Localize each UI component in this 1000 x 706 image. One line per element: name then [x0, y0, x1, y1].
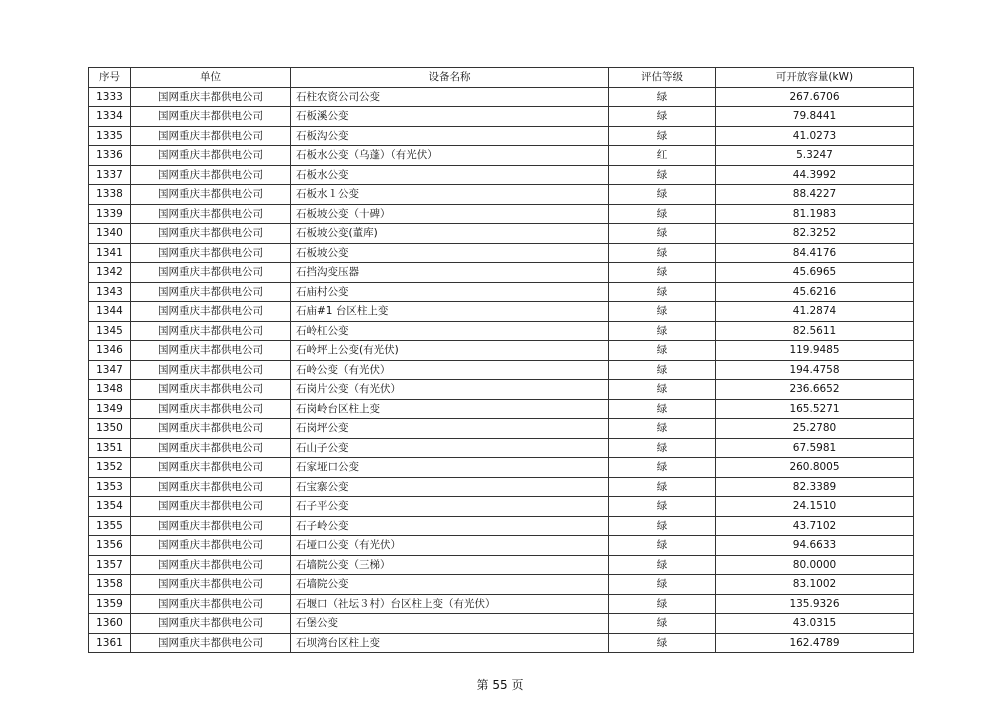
row-rating: 绿: [609, 516, 716, 536]
row-index: 1341: [89, 243, 131, 263]
table-row: [89, 536, 914, 556]
row-rating: 绿: [609, 243, 716, 263]
row-device-name: 石板水公变（乌蓬）（有光伏）: [291, 146, 609, 166]
table-row: [89, 438, 914, 458]
table-row: [89, 614, 914, 634]
row-rating: 绿: [609, 477, 716, 497]
table-row: [89, 555, 914, 575]
row-rating: 绿: [609, 497, 716, 517]
row-device-name: 石柱农资公司公变: [291, 87, 609, 107]
row-unit: 国网重庆丰都供电公司: [131, 204, 291, 224]
row-index: 1334: [89, 107, 131, 127]
row-unit: 国网重庆丰都供电公司: [131, 302, 291, 322]
row-device-name: 石子平公变: [291, 497, 609, 517]
row-device-name: 石岭杠公变: [291, 321, 609, 341]
row-device-name: 石家垭口公变: [291, 458, 609, 478]
row-index: 1353: [89, 477, 131, 497]
row-capacity: 43.0315: [716, 614, 914, 634]
row-index: 1339: [89, 204, 131, 224]
row-unit: 国网重庆丰都供电公司: [131, 438, 291, 458]
row-unit: 国网重庆丰都供电公司: [131, 243, 291, 263]
row-index: 1337: [89, 165, 131, 185]
table-row: [89, 107, 914, 127]
row-device-name: 石庙#1 台区柱上变: [291, 302, 609, 322]
row-capacity: 80.0000: [716, 555, 914, 575]
row-capacity: 24.1510: [716, 497, 914, 517]
row-device-name: 石山子公变: [291, 438, 609, 458]
row-capacity: 82.5611: [716, 321, 914, 341]
header-rating: 评估等级: [609, 68, 716, 88]
row-capacity: 165.5271: [716, 399, 914, 419]
row-unit: 国网重庆丰都供电公司: [131, 146, 291, 166]
row-device-name: 石堰口（社坛３村）台区柱上变（有光伏）: [291, 594, 609, 614]
row-capacity: 44.3992: [716, 165, 914, 185]
row-rating: 绿: [609, 263, 716, 283]
row-capacity: 67.5981: [716, 438, 914, 458]
row-index: 1361: [89, 633, 131, 653]
row-index: 1338: [89, 185, 131, 205]
table-row: [89, 87, 914, 107]
row-index: 1344: [89, 302, 131, 322]
row-rating: 绿: [609, 458, 716, 478]
row-rating: 绿: [609, 594, 716, 614]
row-unit: 国网重庆丰都供电公司: [131, 341, 291, 361]
row-unit: 国网重庆丰都供电公司: [131, 575, 291, 595]
row-capacity: 41.2874: [716, 302, 914, 322]
row-rating: 绿: [609, 107, 716, 127]
row-index: 1350: [89, 419, 131, 439]
row-index: 1355: [89, 516, 131, 536]
row-device-name: 石垭口公变（有光伏）: [291, 536, 609, 556]
row-rating: 绿: [609, 126, 716, 146]
row-unit: 国网重庆丰都供电公司: [131, 477, 291, 497]
row-rating: 绿: [609, 399, 716, 419]
table-row: [89, 341, 914, 361]
row-index: 1349: [89, 399, 131, 419]
row-capacity: 162.4789: [716, 633, 914, 653]
table-row: [89, 477, 914, 497]
row-unit: 国网重庆丰都供电公司: [131, 536, 291, 556]
row-device-name: 石板水公变: [291, 165, 609, 185]
table-body: [89, 87, 914, 653]
row-unit: 国网重庆丰都供电公司: [131, 263, 291, 283]
row-index: 1345: [89, 321, 131, 341]
row-device-name: 石岭公变（有光伏）: [291, 360, 609, 380]
row-capacity: 260.8005: [716, 458, 914, 478]
row-rating: 绿: [609, 282, 716, 302]
row-unit: 国网重庆丰都供电公司: [131, 321, 291, 341]
row-rating: 红: [609, 146, 716, 166]
row-unit: 国网重庆丰都供电公司: [131, 633, 291, 653]
row-unit: 国网重庆丰都供电公司: [131, 614, 291, 634]
row-unit: 国网重庆丰都供电公司: [131, 87, 291, 107]
row-capacity: 82.3252: [716, 224, 914, 244]
table-row: [89, 321, 914, 341]
row-device-name: 石堡公变: [291, 614, 609, 634]
header-index: 序号: [89, 68, 131, 88]
row-capacity: 135.9326: [716, 594, 914, 614]
row-rating: 绿: [609, 224, 716, 244]
row-index: 1356: [89, 536, 131, 556]
row-device-name: 石墙院公变（三梯）: [291, 555, 609, 575]
row-index: 1357: [89, 555, 131, 575]
row-capacity: 41.0273: [716, 126, 914, 146]
row-capacity: 84.4176: [716, 243, 914, 263]
row-device-name: 石岗片公变（有光伏）: [291, 380, 609, 400]
row-device-name: 石岭坪上公变(有光伏): [291, 341, 609, 361]
row-unit: 国网重庆丰都供电公司: [131, 126, 291, 146]
row-unit: 国网重庆丰都供电公司: [131, 399, 291, 419]
row-index: 1336: [89, 146, 131, 166]
row-device-name: 石板坡公变（十碑）: [291, 204, 609, 224]
row-device-name: 石板坡公变(董库): [291, 224, 609, 244]
row-capacity: 81.1983: [716, 204, 914, 224]
row-index: 1346: [89, 341, 131, 361]
row-rating: 绿: [609, 536, 716, 556]
capacity-table: [88, 67, 914, 653]
row-rating: 绿: [609, 185, 716, 205]
table-row: [89, 516, 914, 536]
row-index: 1354: [89, 497, 131, 517]
row-device-name: 石板坡公变: [291, 243, 609, 263]
row-unit: 国网重庆丰都供电公司: [131, 594, 291, 614]
row-unit: 国网重庆丰都供电公司: [131, 458, 291, 478]
row-capacity: 88.4227: [716, 185, 914, 205]
header-device-name: 设备名称: [291, 68, 609, 88]
row-capacity: 5.3247: [716, 146, 914, 166]
row-rating: 绿: [609, 341, 716, 361]
row-rating: 绿: [609, 165, 716, 185]
row-capacity: 25.2780: [716, 419, 914, 439]
table-row: [89, 282, 914, 302]
row-capacity: 43.7102: [716, 516, 914, 536]
header-unit: 单位: [131, 68, 291, 88]
row-capacity: 94.6633: [716, 536, 914, 556]
table-row: [89, 380, 914, 400]
row-capacity: 82.3389: [716, 477, 914, 497]
row-capacity: 45.6965: [716, 263, 914, 283]
row-rating: 绿: [609, 438, 716, 458]
row-rating: 绿: [609, 360, 716, 380]
row-unit: 国网重庆丰都供电公司: [131, 555, 291, 575]
row-unit: 国网重庆丰都供电公司: [131, 224, 291, 244]
row-index: 1348: [89, 380, 131, 400]
row-index: 1351: [89, 438, 131, 458]
table-row: [89, 263, 914, 283]
row-unit: 国网重庆丰都供电公司: [131, 380, 291, 400]
table-row: [89, 594, 914, 614]
row-device-name: 石坝湾台区柱上变: [291, 633, 609, 653]
table-row: [89, 575, 914, 595]
row-capacity: 83.1002: [716, 575, 914, 595]
row-rating: 绿: [609, 575, 716, 595]
row-device-name: 石庙村公变: [291, 282, 609, 302]
row-unit: 国网重庆丰都供电公司: [131, 165, 291, 185]
row-unit: 国网重庆丰都供电公司: [131, 107, 291, 127]
table-row: [89, 204, 914, 224]
row-index: 1360: [89, 614, 131, 634]
row-index: 1352: [89, 458, 131, 478]
table-row: [89, 633, 914, 653]
table-row: [89, 165, 914, 185]
row-index: 1340: [89, 224, 131, 244]
row-device-name: 石岗坪公变: [291, 419, 609, 439]
row-device-name: 石岗岭台区柱上变: [291, 399, 609, 419]
row-index: 1347: [89, 360, 131, 380]
capacity-table-container: [88, 67, 913, 653]
row-rating: 绿: [609, 87, 716, 107]
table-header-row: [89, 68, 914, 88]
table-row: [89, 302, 914, 322]
row-unit: 国网重庆丰都供电公司: [131, 516, 291, 536]
table-row: [89, 419, 914, 439]
row-rating: 绿: [609, 614, 716, 634]
row-rating: 绿: [609, 555, 716, 575]
row-index: 1358: [89, 575, 131, 595]
table-row: [89, 126, 914, 146]
table-row: [89, 360, 914, 380]
row-device-name: 石板溪公变: [291, 107, 609, 127]
row-device-name: 石墙院公变: [291, 575, 609, 595]
table-row: [89, 185, 914, 205]
table-row: [89, 224, 914, 244]
row-capacity: 45.6216: [716, 282, 914, 302]
row-index: 1343: [89, 282, 131, 302]
row-rating: 绿: [609, 321, 716, 341]
row-index: 1335: [89, 126, 131, 146]
row-capacity: 236.6652: [716, 380, 914, 400]
row-device-name: 石挡沟变压器: [291, 263, 609, 283]
table-row: [89, 497, 914, 517]
row-rating: 绿: [609, 419, 716, 439]
header-capacity: 可开放容量(kW): [716, 68, 914, 88]
row-device-name: 石宝寨公变: [291, 477, 609, 497]
row-index: 1342: [89, 263, 131, 283]
row-unit: 国网重庆丰都供电公司: [131, 360, 291, 380]
row-capacity: 267.6706: [716, 87, 914, 107]
row-device-name: 石板水１公变: [291, 185, 609, 205]
row-unit: 国网重庆丰都供电公司: [131, 419, 291, 439]
row-capacity: 119.9485: [716, 341, 914, 361]
row-unit: 国网重庆丰都供电公司: [131, 185, 291, 205]
row-device-name: 石子岭公变: [291, 516, 609, 536]
row-unit: 国网重庆丰都供电公司: [131, 497, 291, 517]
table-row: [89, 146, 914, 166]
row-capacity: 79.8441: [716, 107, 914, 127]
page-number: 第 55 页: [476, 678, 524, 692]
row-index: 1359: [89, 594, 131, 614]
row-unit: 国网重庆丰都供电公司: [131, 282, 291, 302]
row-device-name: 石板沟公变: [291, 126, 609, 146]
row-capacity: 194.4758: [716, 360, 914, 380]
table-row: [89, 458, 914, 478]
row-rating: 绿: [609, 380, 716, 400]
row-rating: 绿: [609, 302, 716, 322]
row-index: 1333: [89, 87, 131, 107]
table-row: [89, 243, 914, 263]
row-rating: 绿: [609, 633, 716, 653]
table-row: [89, 399, 914, 419]
row-rating: 绿: [609, 204, 716, 224]
